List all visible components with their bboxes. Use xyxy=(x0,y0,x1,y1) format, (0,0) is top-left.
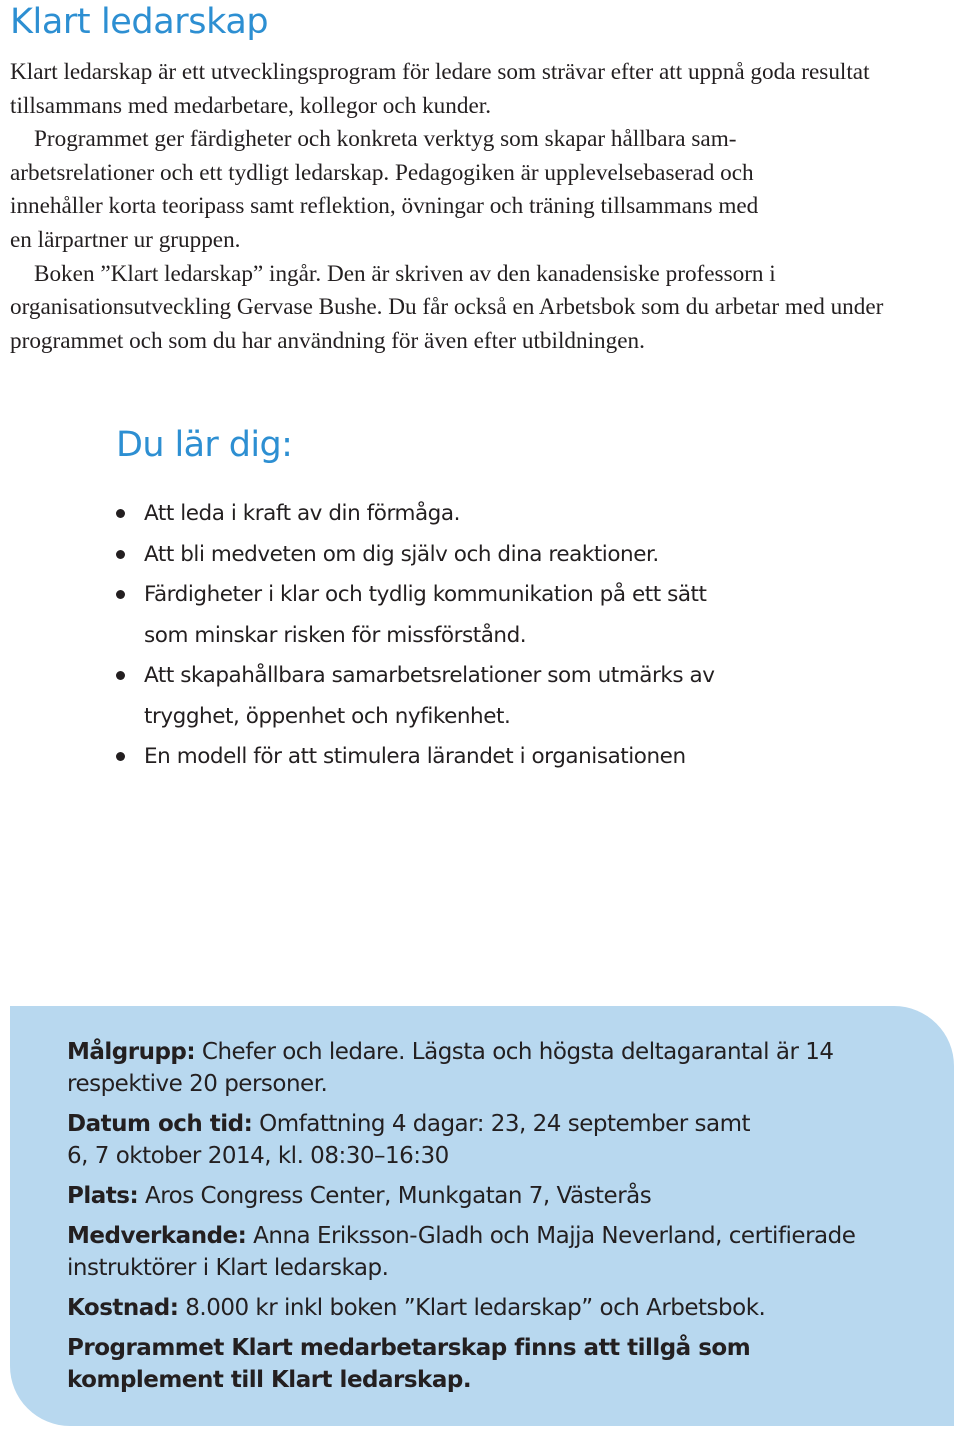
bullet-icon xyxy=(116,752,125,761)
intro-paragraph-2-line: Programmet ger färdigheter och konkreta verktyg som skapar hållbara sam- xyxy=(34,126,737,153)
place xyxy=(67,1180,907,1212)
cost-value: 8.000 kr inkl boken ”Klart ledarskap” och Arbetsbok. xyxy=(178,1295,766,1321)
cost xyxy=(67,1292,907,1324)
date-time xyxy=(67,1108,907,1172)
bullet-icon xyxy=(116,671,125,680)
intro-paragraph-2-line: en lärpartner ur gruppen. xyxy=(10,226,241,253)
page-title: Klart ledarskap xyxy=(10,2,269,42)
learning-item xyxy=(116,575,744,656)
date-time-value-2: 6, 7 oktober 2014, kl. 08:30–16:30 xyxy=(67,1143,449,1169)
date-time-value: Omfattning 4 dagar: 23, 24 september samt xyxy=(252,1111,751,1137)
complement-note xyxy=(67,1332,907,1396)
learning-item xyxy=(116,535,816,576)
intro-paragraph-2-line: arbetsrelationer och ett tydligt ledarskap. Pedagogiken är upplevelsebaserad och xyxy=(10,159,754,186)
participants xyxy=(67,1220,907,1284)
date-time-label: Datum och tid: xyxy=(67,1111,253,1137)
bullet-icon xyxy=(116,550,125,559)
target-group-value: Chefer och ledare. Lägsta och högsta deltagarantal är 14 respektive 20 personer. xyxy=(67,1039,834,1097)
bullet-icon xyxy=(116,590,125,599)
target-group xyxy=(67,1036,877,1100)
learning-item-text: Att bli medveten om dig själv och dina reaktioner. xyxy=(144,541,659,567)
learning-item-text: Färdigheter i klar och tydlig kommunikation på ett sätt som minskar risken för missförstånd. xyxy=(144,582,707,648)
cost-label: Kostnad: xyxy=(67,1295,179,1321)
learning-section xyxy=(116,422,816,778)
intro-paragraph-2 xyxy=(10,123,960,257)
intro-text xyxy=(10,56,960,358)
place-label: Plats: xyxy=(67,1183,139,1209)
info-content xyxy=(67,1036,907,1404)
bullet-icon xyxy=(116,509,125,518)
complement-note-text: Programmet Klart medarbetarskap finns att tillgå som komplement till Klart ledarskap. xyxy=(67,1335,751,1393)
participants-label: Medverkande: xyxy=(67,1223,247,1249)
intro-paragraph-1: Klart ledarskap är ett utvecklingsprogram för ledare som strävar efter att uppnå goda resultat tillsammans med medarbetare, kollegor och kunder. xyxy=(10,59,870,119)
learning-list xyxy=(116,494,816,778)
intro-paragraph-2-line: innehåller korta teoripass samt reflektion, övningar och träning tillsammans med xyxy=(10,193,759,220)
learning-item-text: Att leda i kraft av din förmåga. xyxy=(144,501,460,526)
participants-value: Anna Eriksson-Gladh och Majja Neverland, certifierade instruktörer i Klart ledarskap. xyxy=(67,1223,856,1281)
learning-item xyxy=(116,494,816,535)
learning-item xyxy=(116,656,784,737)
learning-heading: Du lär dig: xyxy=(116,425,293,465)
info-box xyxy=(10,1006,954,1426)
target-group-label: Målgrupp: xyxy=(67,1039,196,1065)
learning-item xyxy=(116,737,816,778)
learning-item-text: En modell för att stimulera lärandet i organisationen xyxy=(144,744,686,769)
learning-item-text: Att skapahållbara samarbetsrelationer som utmärks av trygghet, öppenhet och nyfikenhet. xyxy=(144,663,715,729)
place-value: Aros Congress Center, Munkgatan 7, Västerås xyxy=(138,1183,652,1209)
intro-paragraph-3: Boken ”Klart ledarskap” ingår. Den är skriven av den kanadensiske professorn i organisationsutveckling Gervase Bushe. Du får också en Arbetsbok som du arbetar med under programmet och som du har användning för även efter utbildningen. xyxy=(10,260,884,354)
